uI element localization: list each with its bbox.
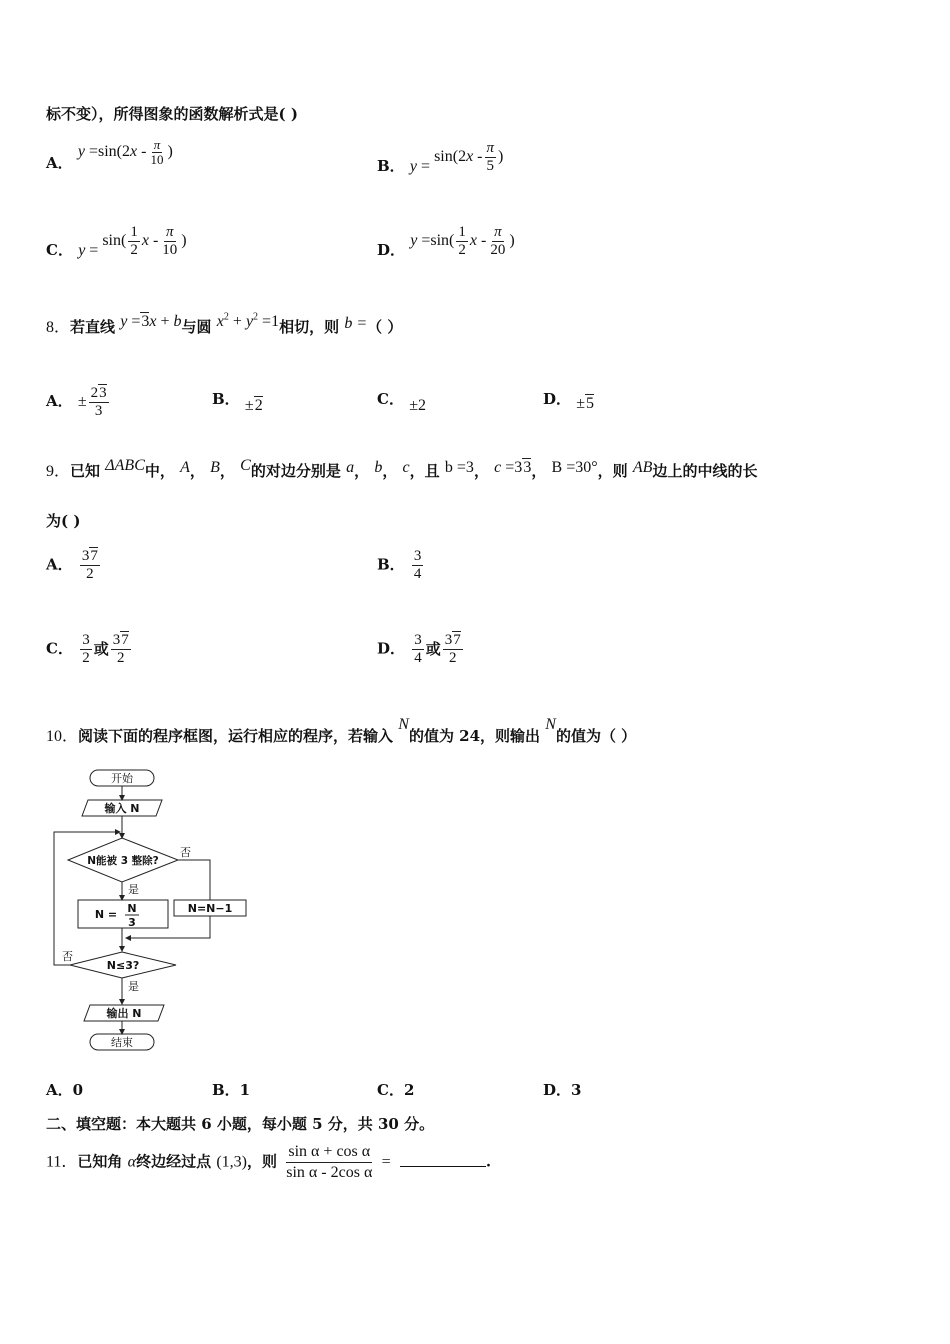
flowchart xyxy=(48,762,258,1057)
q10-option-b: B．1 xyxy=(212,1081,251,1099)
option-label: A． xyxy=(46,154,73,173)
q8-option-c xyxy=(377,388,426,414)
option-label: B． xyxy=(377,157,405,176)
flow-end-label: 结束 xyxy=(111,1036,133,1049)
q7-b-expr: y = sin(2x - $\frac{\pi}{5}$ ) xyxy=(409,140,504,176)
q11-stem: 11．已知角 α终边经过点 (1,3)，则 $\frac{\text{sin α + cos α}}{\text{sin α - 2cos α}}$ = . xyxy=(46,1143,492,1181)
cond-b: b =3 xyxy=(444,459,474,476)
q10-stem: 10．阅读下面的程序框图，运行相应的程序，若输入 N的值为 24，则输出 N的值为（ ） xyxy=(46,716,637,745)
q7-option-b xyxy=(377,140,504,185)
flow-assign2-label: N=N−1 xyxy=(187,902,233,915)
q9-stem: 9．已知 ΔABC中， A， B， C的对边分别是 a， b， c，且 b =3， c =33， B =30°，则 AB边上的中线的长 xyxy=(46,457,758,480)
q9-c-expr: $\frac{3}{2}$ 或 $\frac{37}{2}$ xyxy=(82,632,129,666)
q9-option-a xyxy=(46,548,102,583)
option-label: A． xyxy=(46,555,73,574)
q9-a-expr: $\frac{37}{2}$ xyxy=(81,548,98,582)
flow-yes2-label: 是 xyxy=(128,980,139,993)
q11-fraction: $\frac{\text{sin α + cos α}}{\text{sin α - 2cos α}}$ xyxy=(286,1143,373,1181)
q8-c-expr: ±2 xyxy=(409,397,426,414)
q8-a-expr: ± $\frac{23}{3}$ xyxy=(77,385,107,419)
q9-stem-cont: 为( ) xyxy=(46,512,81,530)
flow-start-label: 开始 xyxy=(111,772,133,785)
flow-no2-label: 否 xyxy=(62,950,73,963)
q9-option-c xyxy=(46,632,133,667)
q8-option-d xyxy=(543,388,595,412)
flow-assign1-den: 3 xyxy=(128,916,136,929)
q10-option-c: C．2 xyxy=(377,1081,415,1099)
q9-d-expr: $\frac{3}{4}$ 或 $\frac{37}{2}$ xyxy=(414,632,461,666)
q9-b-expr: $\frac{3}{4}$ xyxy=(413,548,422,582)
q8-b-expr: ±2 xyxy=(244,397,263,414)
q7-c-expr: y = sin( $\frac{1}{2}$ x - $\frac{\pi}{10}$ ) xyxy=(78,224,187,260)
option-label: A． xyxy=(46,392,73,411)
option-label: C． xyxy=(377,390,404,408)
q7-option-d xyxy=(377,224,515,269)
cond-c: c =33 xyxy=(494,459,532,476)
flow-yes1-label: 是 xyxy=(128,883,139,896)
flow-cond1-label: N能被 3 整除? xyxy=(87,855,159,867)
flow-assign1-left: N = xyxy=(94,908,118,921)
cond-angle-b: B =30° xyxy=(551,459,598,476)
option-label: B． xyxy=(212,390,240,408)
triangle-abc: ΔABC xyxy=(105,457,145,474)
option-label: D． xyxy=(543,390,572,408)
q7-stem-tail: 标不变），所得图象的函数解析式是( ) xyxy=(46,105,298,123)
option-label: C． xyxy=(46,639,73,658)
option-label: C． xyxy=(46,241,73,260)
q8-line-eq: y =3x + b xyxy=(120,313,182,330)
q8-option-a xyxy=(46,385,111,420)
q8-circle-eq: $x^2 + y^2 =1$ xyxy=(216,311,280,330)
flow-no1-label: 否 xyxy=(180,846,191,859)
section-2-title: 二、填空题：本大题共 6 小题，每小题 5 分，共 30 分。 xyxy=(46,1115,435,1133)
q8-option-b xyxy=(212,388,263,414)
q10-option-d: D．3 xyxy=(543,1081,582,1099)
q9-option-d xyxy=(377,632,465,667)
q7-d-expr: y =sin( $\frac{1}{2}$ x - $\frac{\pi}{20}$ ) xyxy=(410,224,515,258)
flow-assign1-num: N xyxy=(127,902,137,915)
q9-option-b xyxy=(377,548,425,583)
q8-stem: 8．若直线 y =3x + b与圆 $x^2 + y^2 =1$相切，则 b =（ ） xyxy=(46,311,403,336)
q8-b-eq: b = xyxy=(344,315,368,332)
q8-d-expr: ±5 xyxy=(576,395,595,412)
option-label: B． xyxy=(377,555,405,574)
q10-option-a: A．0 xyxy=(46,1081,84,1099)
flow-input-label: 输入 N xyxy=(104,802,140,815)
q7-option-c xyxy=(46,224,187,269)
flow-cond2-label: N≤3? xyxy=(106,959,140,972)
q7-option-a xyxy=(46,137,173,179)
flow-output-label: 输出 N xyxy=(106,1007,142,1020)
option-label: D． xyxy=(377,241,406,260)
option-label: D． xyxy=(377,639,406,658)
q7-a-expr: y =sin(2x - $\frac{\pi}{10}$ ) xyxy=(77,137,173,167)
answer-blank[interactable] xyxy=(400,1166,486,1167)
flow-assign1-box xyxy=(78,900,168,928)
point-coord: (1,3) xyxy=(216,1153,247,1171)
